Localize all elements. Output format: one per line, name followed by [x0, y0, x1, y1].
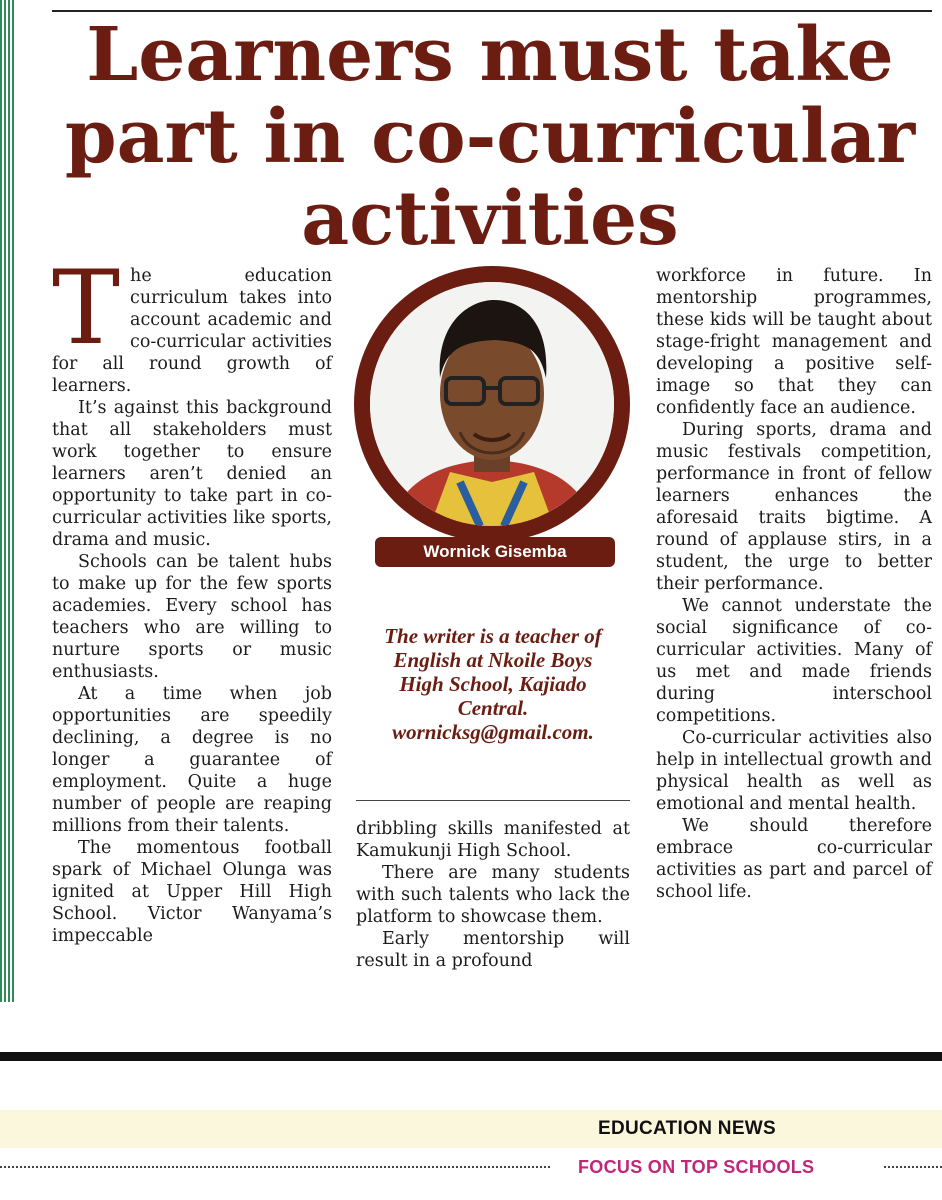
- writer-bio-line: English at Nkoile Boys: [393, 648, 593, 672]
- paragraph: We should therefore embrace co-curricular activities as part and parcel of school life.: [656, 816, 932, 902]
- footer-band: [0, 1110, 942, 1148]
- headline-line-3: activities: [301, 176, 679, 262]
- article-column-2: [356, 818, 630, 972]
- writer-bio: [356, 624, 630, 744]
- author-name-tag: Wornick Gisemba: [375, 537, 615, 567]
- paragraph: It’s against this background that all stakeholders must work together to ensure learners aren’t denied an opportunity to take part in co-curricular activities like sports, drama and music.: [52, 398, 332, 550]
- drop-cap: T: [52, 249, 121, 368]
- focus-label: FOCUS ON TOP SCHOOLS: [578, 1157, 815, 1177]
- paragraph: Early mentorship will result in a profound: [356, 929, 630, 971]
- article-column-3: [656, 265, 932, 903]
- paragraph: There are many students with such talents who lack the platform to showcase them.: [356, 863, 630, 927]
- section-label: EDUCATION NEWS: [598, 1118, 777, 1139]
- paragraph: workforce in future. In mentorship programmes, these kids will be taught about stage-fright management and developing a positive self-image so that they can confidently face an audience.: [656, 266, 932, 418]
- paragraph: Schools can be talent hubs to make up for the few sports academies. Every school has teachers who are willing to nurture sports or music enthusiasts.: [52, 552, 332, 682]
- article-headline: [40, 14, 940, 260]
- headline-line-1: Learners must take: [86, 12, 894, 98]
- author-portrait-icon: [370, 282, 614, 526]
- writer-bio-line: Central.: [457, 696, 529, 720]
- paragraph: At a time when job opportunities are speedily declining, a degree is no longer a guarantee of employment. Quite a huge number of people are reaping millions from their talents.: [52, 684, 332, 836]
- headline-line-2: part in co-curricular: [64, 94, 916, 180]
- dotted-leader-right: [884, 1166, 942, 1168]
- paragraph: The momentous football spark of Michael Olunga was ignited at Upper Hill High School. Victor Wanyama’s impeccable: [52, 838, 332, 946]
- dotted-leader-left: [0, 1166, 550, 1168]
- writer-bio-line: High School, Kajiado: [399, 672, 587, 696]
- writer-bio-line: The writer is a teacher of: [384, 624, 602, 648]
- page-edge-stripe: [0, 0, 14, 1002]
- writer-email: wornicksg@gmail.com.: [392, 720, 594, 744]
- paragraph: [52, 249, 332, 397]
- author-photo: [370, 282, 614, 526]
- bio-divider: [356, 800, 630, 801]
- paragraph: During sports, drama and music festivals competition, performance in front of fellow learners enhances the aforesaid traits bigtime. A round of applause stirs, in a student, the urge to better their performance.: [656, 420, 932, 594]
- article-column-1: [52, 249, 332, 947]
- paragraph: Co-curricular activities also help in intellectual growth and physical health as well as emotional and mental health.: [656, 728, 932, 814]
- paragraph: dribbling skills manifested at Kamukunji High School.: [356, 819, 630, 861]
- paragraph: We cannot understate the social significance of co-curricular activities. Many of us met and made friends during interschool competitions.: [656, 596, 932, 726]
- footer-divider: [0, 1052, 942, 1061]
- paragraph-text: he education curriculum takes into account academic and co-curricular activities for all round growth of learners.: [52, 266, 332, 396]
